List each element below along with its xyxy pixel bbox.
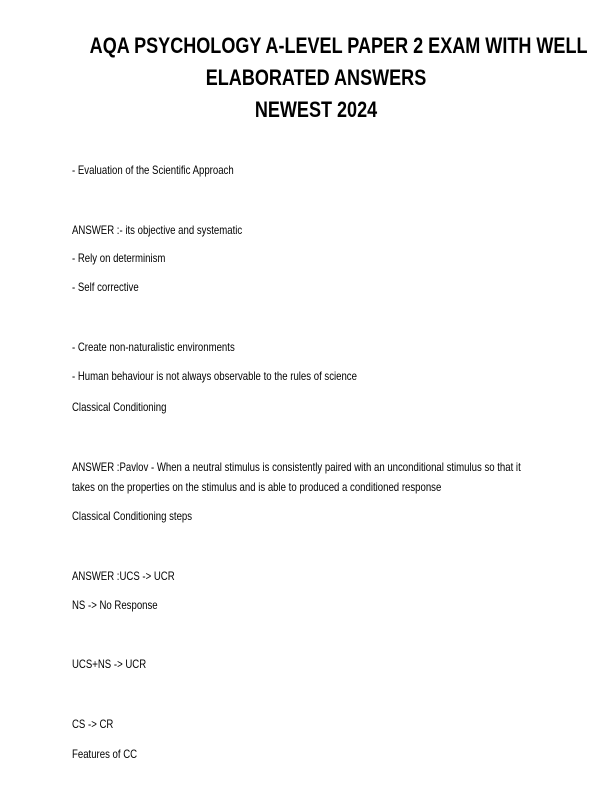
text-line: - Rely on determinism [72, 251, 166, 265]
text-line: UCS+NS -> UCR [72, 657, 147, 671]
text-line: CS -> CR [72, 717, 114, 731]
text-line: takes on the properties on the stimulus and is able to produced a conditioned response [72, 480, 442, 494]
question-heading: Classical Conditioning steps [72, 509, 193, 523]
answer-line: ANSWER :UCS -> UCR [72, 569, 175, 583]
text-line: - Create non-naturalistic environments [72, 340, 235, 354]
answer-line: ANSWER :Pavlov - When a neutral stimulus is consistently paired with an unconditional stimulus so that it [72, 460, 521, 474]
document-title-line-2: ELABORATED ANSWERS [205, 65, 427, 90]
answer-line: ANSWER :- its objective and systematic [72, 223, 243, 237]
question-heading: Classical Conditioning [72, 400, 167, 414]
text-line: NS -> No Response [72, 598, 158, 612]
text-line: - Evaluation of the Scientific Approach [72, 163, 234, 177]
text-line: - Human behaviour is not always observable to the rules of science [72, 369, 357, 383]
document-title-line-1: AQA PSYCHOLOGY A-LEVEL PAPER 2 EXAM WITH WELL [89, 33, 588, 58]
question-heading: Features of CC [72, 747, 138, 761]
text-line: - Self corrective [72, 280, 139, 294]
document-title-line-3: NEWEST 2024 [254, 97, 378, 122]
